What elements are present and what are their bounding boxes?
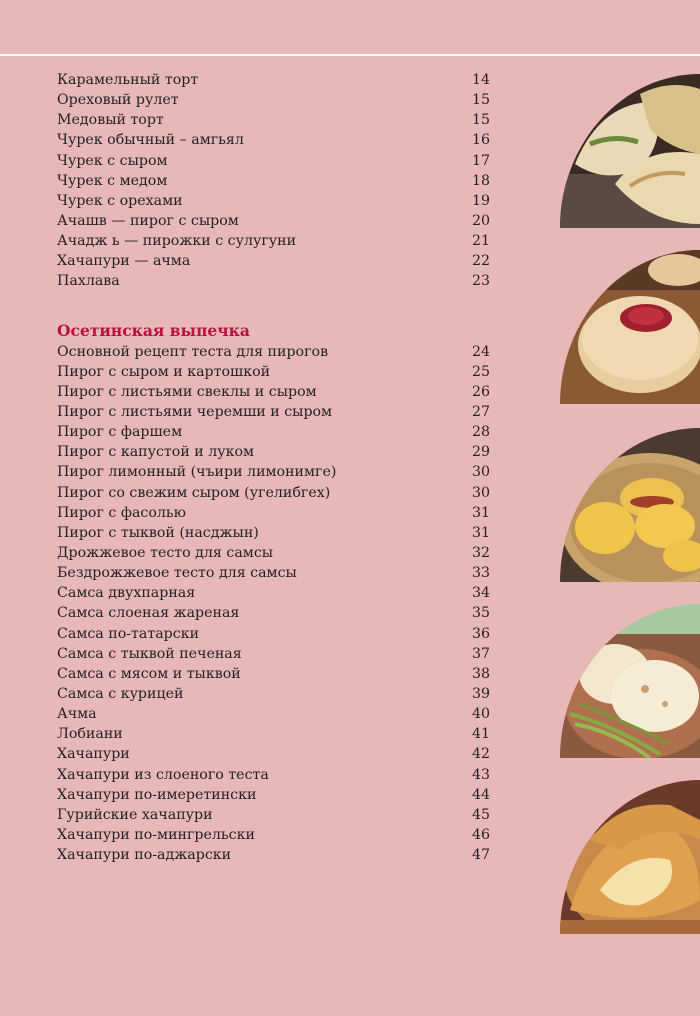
toc-entry-title: Пирог с фасолью	[57, 504, 186, 521]
toc-entry-page: 35	[471, 605, 490, 622]
toc-entry-title: Чурек обычный – амгьял	[57, 132, 244, 149]
toc-entry-title: Пирог с капустой и луком	[57, 444, 255, 461]
toc-entry-page: 45	[471, 806, 490, 823]
toc-entry-page: 20	[471, 212, 490, 229]
toc-entry-page: 27	[471, 403, 490, 420]
toc-entry-title: Дрожжевое тесто для самсы	[57, 544, 274, 561]
toc-entry-title: Самса с мясом и тыквой	[57, 665, 241, 682]
toc-entry-title: Хачапури	[57, 746, 130, 763]
toc-entry-page: 19	[471, 192, 490, 209]
toc-entry-page: 47	[471, 847, 490, 864]
toc-entry-title: Самса по-татарски	[57, 625, 200, 642]
toc-entry-page: 41	[471, 726, 490, 743]
toc-entry-page: 31	[471, 524, 490, 541]
dumplings-photo	[560, 74, 700, 228]
toc-entry-page: 44	[471, 786, 490, 803]
toc-entry-page: 17	[471, 152, 490, 169]
toc-entry-title: Пирог со свежим сыром (угелибгех)	[57, 484, 331, 501]
khachapuri-photo	[560, 780, 700, 934]
toc-entry-title: Хачапури — ачма	[57, 253, 191, 270]
toc-entry-title: Пирог с листьями свеклы и сыром	[57, 383, 317, 400]
pastries-in-basket-photo	[560, 428, 700, 582]
toc-entry-title: Самса слоеная жареная	[57, 605, 240, 622]
toc-entry-page: 38	[471, 665, 490, 682]
toc-entry-title: Самса двухпарная	[57, 585, 196, 602]
toc-entry-page: 33	[471, 565, 490, 582]
toc-entry-page: 18	[471, 172, 490, 189]
toc-entry-title: Пирог с фаршем	[57, 424, 183, 441]
toc-entry-title: Хачапури по-мингрельски	[57, 826, 255, 843]
toc-entry-page: 36	[471, 625, 490, 642]
toc-entry-title: Пирог с сыром и картошкой	[57, 363, 271, 380]
toc-entry-page: 37	[471, 645, 490, 662]
toc-entry-title: Хачапури по-аджарски	[57, 847, 232, 864]
flatbreads-with-greens-photo	[560, 604, 700, 758]
section-heading: Осетинская выпечка	[57, 320, 250, 340]
toc-entry-page: 15	[471, 92, 490, 109]
toc-entry-title: Ачадж ь — пирожки с сулугуни	[57, 233, 297, 250]
toc-entry-title: Ачашв — пирог с сыром	[57, 212, 239, 229]
toc-entry-title: Самса с курицей	[57, 685, 184, 702]
toc-entry-page: 42	[471, 746, 490, 763]
toc-entry-page: 26	[471, 383, 490, 400]
toc-entry-title: Чурек с медом	[57, 172, 168, 189]
toc-entry-title: Карамельный торт	[57, 72, 199, 88]
toc-entry-title: Основной рецепт теста для пирогов	[57, 343, 329, 360]
toc-entry-page: 32	[471, 544, 490, 561]
toc-entry-page: 14	[471, 72, 490, 88]
toc-entry-title: Чурек с сыром	[57, 152, 168, 169]
toc-entry-page: 43	[471, 766, 490, 783]
toc-entry-page: 31	[471, 504, 490, 521]
toc-entry-page: 23	[471, 273, 490, 290]
toc-entry-page: 39	[471, 685, 490, 702]
toc-entry-title: Гурийские хачапури	[57, 806, 213, 823]
toc-entry-title: Хачапури из слоеного теста	[57, 766, 269, 783]
toc-entry-title: Лобиани	[57, 726, 123, 743]
toc-entry-title: Ачма	[57, 706, 97, 723]
toc-entry-page: 30	[471, 484, 490, 501]
toc-entry-title: Ореховый рулет	[57, 92, 179, 109]
toc-entry-page: 34	[471, 585, 490, 602]
toc-entry-title: Пирог с листьями черемши и сыром	[57, 403, 333, 420]
round-pie-photo	[560, 250, 700, 404]
toc-entry-page: 40	[471, 706, 490, 723]
toc-entry-title: Пирог с тыквой (насджын)	[57, 524, 259, 541]
toc-entry-page: 21	[471, 233, 490, 250]
toc-entry-page: 30	[471, 464, 490, 481]
toc-entry-page: 22	[471, 253, 490, 270]
toc-entry-title: Пирог лимонный (чъири лимонимге)	[57, 464, 337, 481]
toc-entry-title: Самса с тыквой печеная	[57, 645, 242, 662]
toc-entry-title: Чурек с орехами	[57, 192, 183, 209]
toc-entry-page: 24	[471, 343, 490, 360]
toc-entry-title: Пахлава	[57, 273, 120, 290]
toc-entry-title: Бездрожжевое тесто для самсы	[57, 565, 297, 582]
toc-entry-title: Медовый торт	[57, 112, 164, 129]
toc-entry-page: 25	[471, 363, 490, 380]
toc-entry-page: 15	[471, 112, 490, 129]
toc-entry-page: 16	[471, 132, 490, 149]
toc-entry-title: Хачапури по-имеретински	[57, 786, 257, 803]
toc-entry-page: 46	[471, 826, 490, 843]
toc-entry-page: 29	[471, 444, 490, 461]
toc-entry-page: 28	[471, 424, 490, 441]
